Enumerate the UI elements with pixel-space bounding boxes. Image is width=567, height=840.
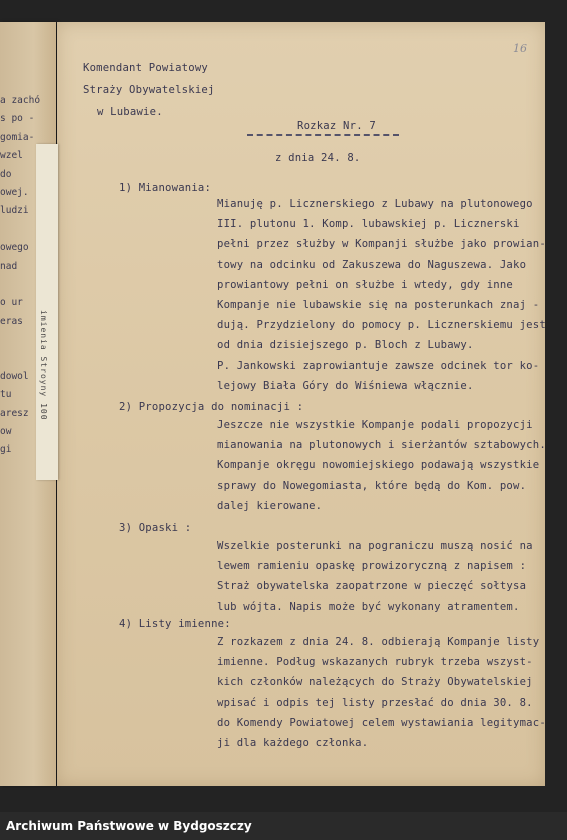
title-underline bbox=[247, 134, 399, 136]
section-line: Jeszcze nie wszystkie Kompanje podali propozycji bbox=[217, 419, 533, 431]
header-line-3: w Lubawie. bbox=[97, 106, 163, 118]
section-line: od dnia dzisiejszego p. Bloch z Lubawy. bbox=[217, 339, 474, 352]
underlying-line: wzel bbox=[0, 150, 23, 162]
order-date: z dnia 24. 8. bbox=[275, 152, 361, 164]
underlying-line: owej. bbox=[0, 186, 29, 198]
document-page bbox=[57, 22, 545, 786]
header-line-1: Komendant Powiatowy bbox=[83, 62, 208, 74]
section-line: pełni przez służby w Kompanji służbe jako prowian- bbox=[217, 238, 546, 251]
underlying-line: eras bbox=[0, 315, 23, 327]
underlying-line: owego bbox=[0, 242, 29, 254]
underlying-line: aresz bbox=[0, 407, 29, 419]
underlying-line: nad bbox=[0, 260, 18, 272]
section-line: III. plutonu 1. Komp. lubawskiej p. Licznerski bbox=[217, 218, 520, 231]
section-line: kich członków należących do Straży Obywatelskiej bbox=[217, 676, 533, 689]
section-line: mianowania na plutonowych i sierżantów sztabowych. bbox=[217, 439, 546, 452]
page-number: 16 bbox=[513, 42, 527, 55]
section-line: wpisać i odpis tej listy przesłać do dnia 30. 8. bbox=[217, 696, 533, 709]
underlying-line: tu bbox=[0, 389, 12, 401]
section-line: P. Jankowski zaprowiantuje zawsze odcinek tor ko- bbox=[217, 359, 540, 372]
section-heading: 1) Mianowania: bbox=[119, 182, 212, 194]
section-heading: 4) Listy imienne: bbox=[119, 618, 231, 630]
section-line: dalej kierowane. bbox=[217, 499, 323, 512]
order-title: Rozkaz Nr. 7 bbox=[297, 120, 376, 132]
section-line: imienne. Podług wskazanych rubryk trzeba wszyst- bbox=[217, 656, 533, 669]
section-line: Kompanje okręgu nowomiejskiego podawają wszystkie bbox=[217, 459, 540, 472]
header-line-2: Straży Obywatelskiej bbox=[83, 84, 215, 96]
underlying-line: dowol bbox=[0, 370, 29, 382]
section-line: Z rozkazem z dnia 24. 8. odbierają Kompanje listy bbox=[217, 636, 540, 648]
section-line: prowiantowy pełni on służbe i wtedy, gdy inne bbox=[217, 278, 514, 291]
footer-bar bbox=[0, 812, 567, 840]
underlying-line: a zachó bbox=[0, 95, 41, 106]
section-heading: 3) Opaski : bbox=[119, 522, 192, 534]
section-line: ji dla każdego członka. bbox=[217, 737, 369, 749]
section-line: sprawy do Nowegomiasta, które będą do Kom. pow. bbox=[217, 479, 527, 492]
section-line: Kompanje nie lubawskie się na posterunkach znaj - bbox=[217, 299, 540, 311]
section-line: lub wójta. Napis może być wykonany atramentem. bbox=[217, 600, 520, 613]
section-line: Wszelkie posterunki na pograniczu muszą nosić na bbox=[217, 540, 533, 552]
section-line: lejowy Biała Góry do Wiśniewa włącznie. bbox=[217, 379, 474, 392]
section-line: Mianuję p. Licznerskiego z Lubawy na plutonowego bbox=[217, 198, 533, 210]
underlying-line: gi bbox=[0, 444, 12, 456]
section-line: Straż obywatelska zaopatrzone w pieczęć sołtysa bbox=[217, 580, 527, 593]
underlying-line: s po - bbox=[0, 113, 35, 125]
underlying-line: do bbox=[0, 168, 12, 180]
section-heading: 2) Propozycja do nominacji : bbox=[119, 401, 304, 413]
section-line: dują. Przydzielony do pomocy p. Licznerskiemu jest bbox=[217, 319, 546, 332]
underlying-line: o ur bbox=[0, 297, 23, 309]
underlying-line: ludzi bbox=[0, 205, 29, 217]
section-line: do Komendy Powiatowej celem wystawiania legitymac- bbox=[217, 716, 546, 729]
footer-archive-name: Archiwum Państwowe w Bydgoszczy bbox=[6, 819, 252, 833]
underlying-line: ow bbox=[0, 426, 12, 438]
archive-strip-text: imienia Stroyny 100 bbox=[39, 310, 48, 421]
section-line: towy na odcinku od Zakuszewa do Naguszewa. Jako bbox=[217, 258, 527, 271]
section-line: lewem ramieniu opaskę prowizoryczną z napisem : bbox=[217, 560, 527, 573]
underlying-line: gomia- bbox=[0, 131, 35, 143]
